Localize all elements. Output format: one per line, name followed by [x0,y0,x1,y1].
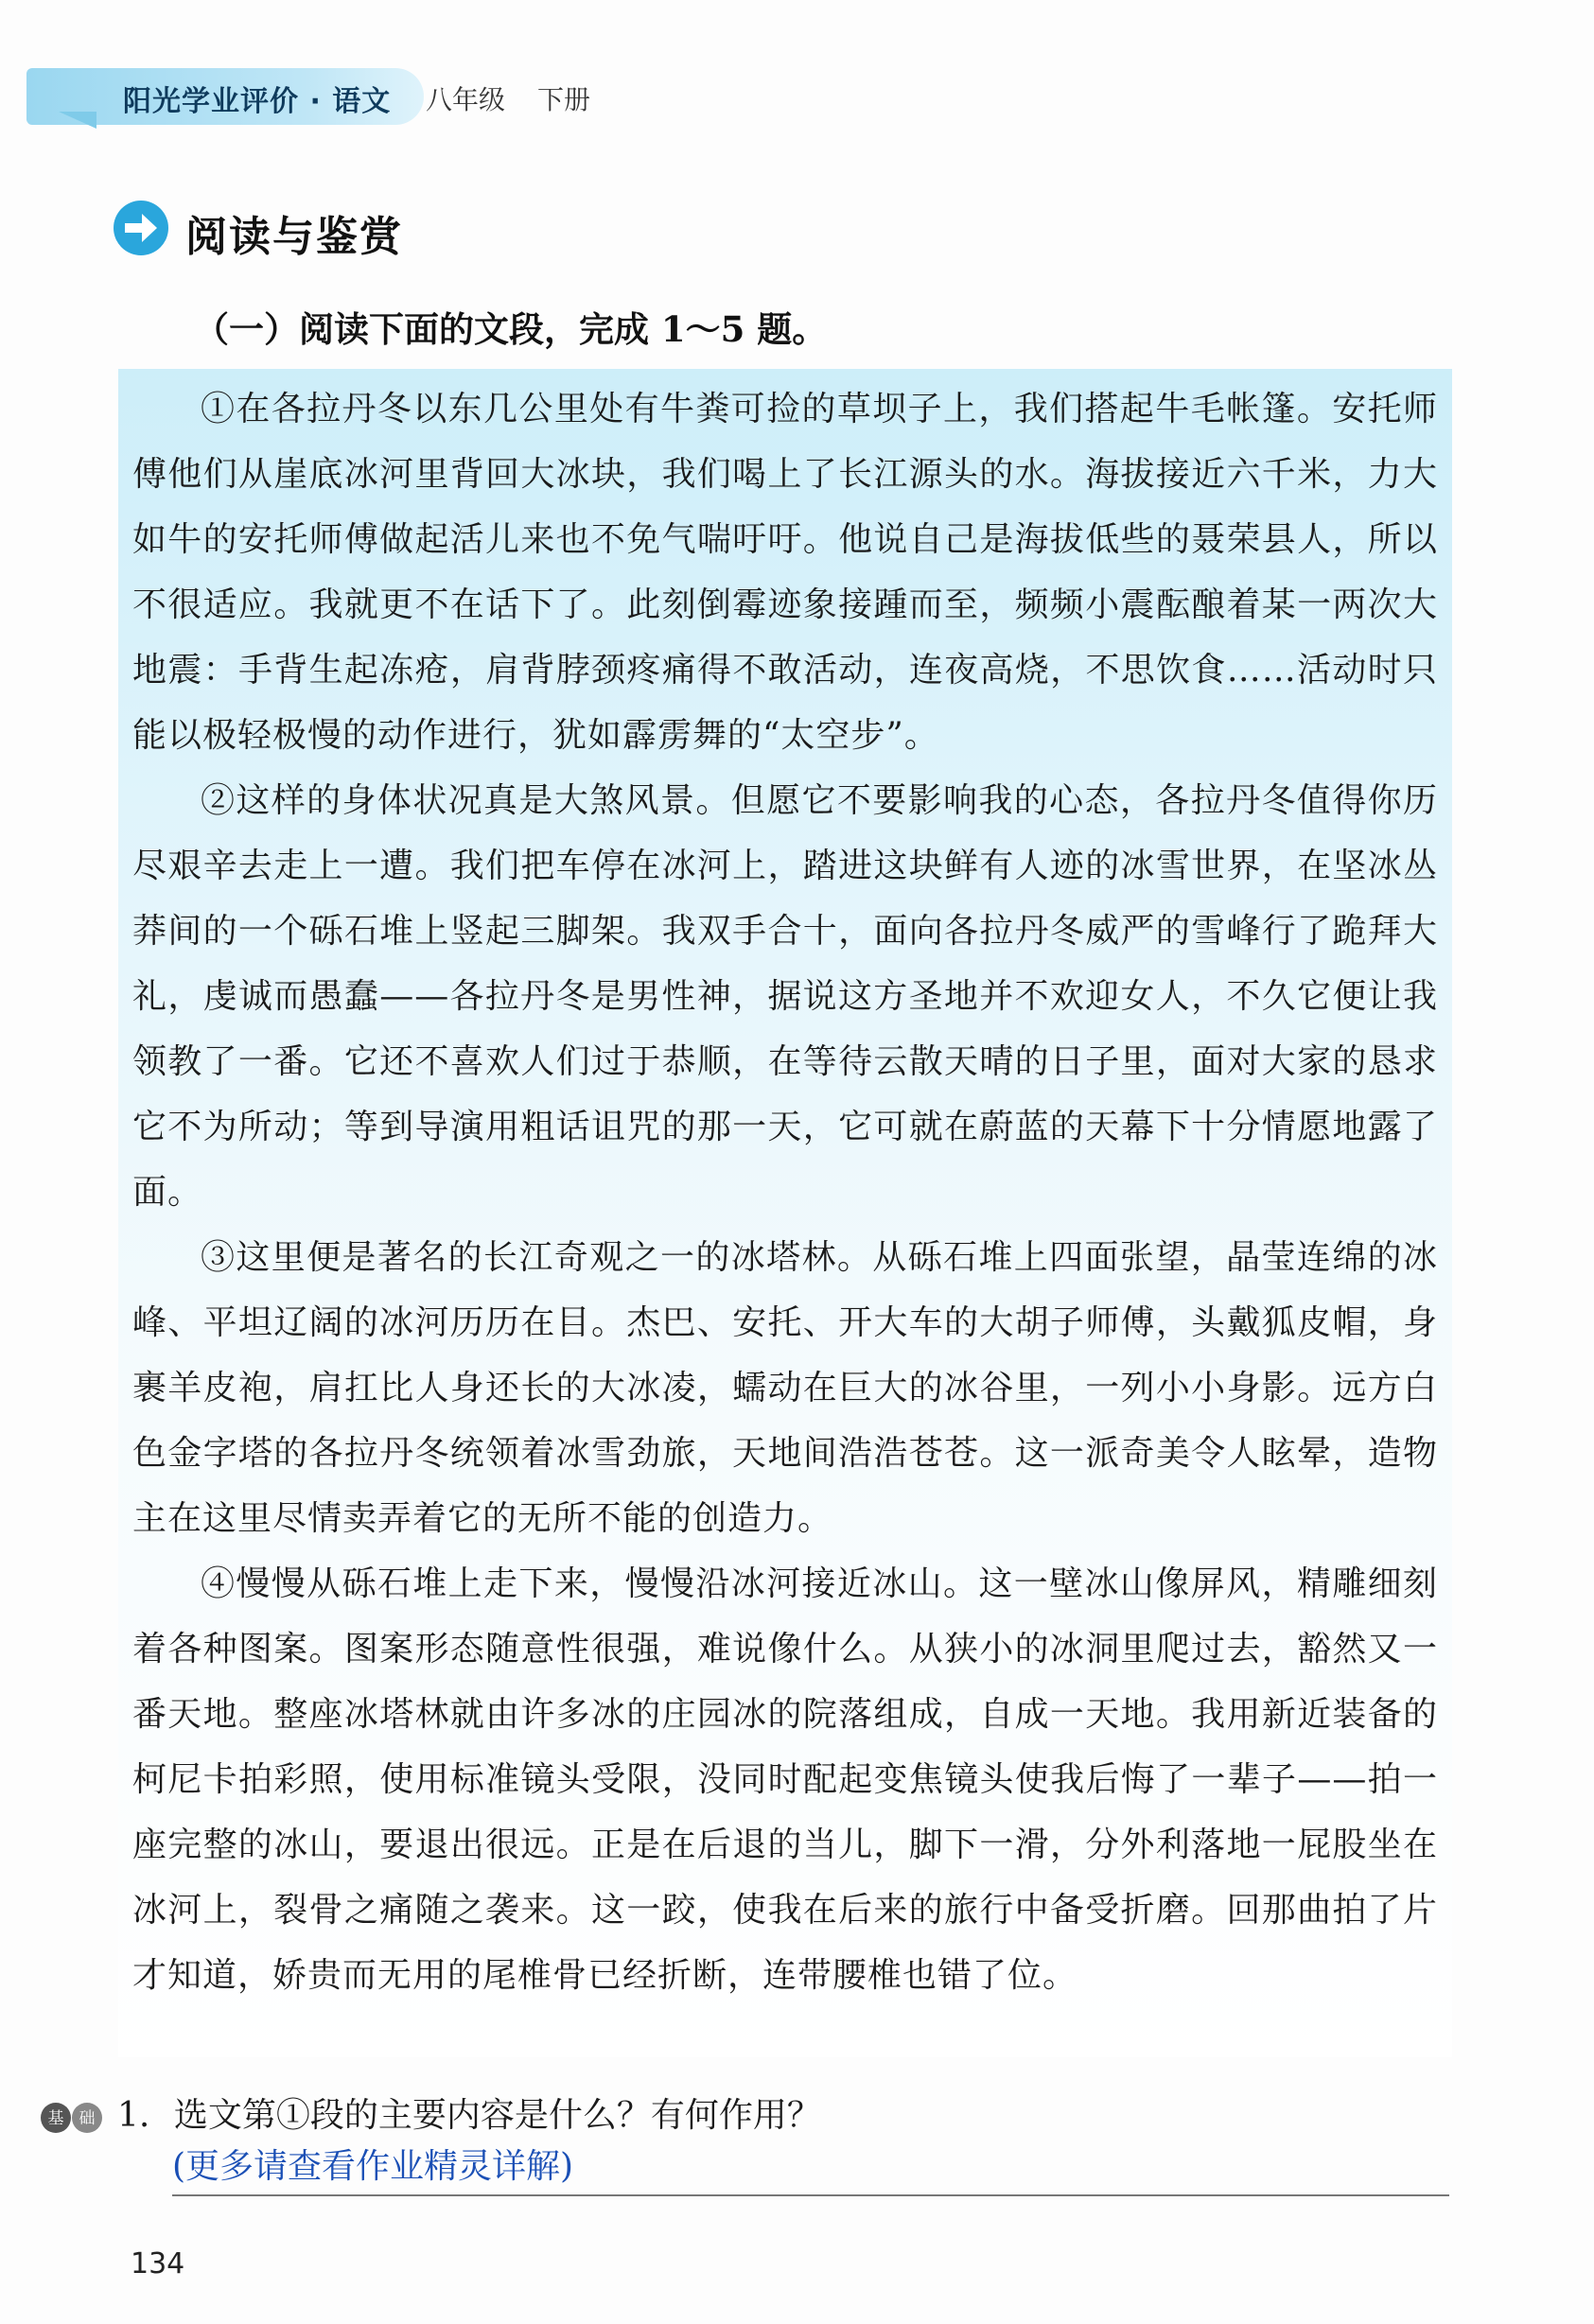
question-1 [117,2088,821,2137]
passage-paragraph-1: ①在各拉丹冬以东几公里处有牛粪可捡的草坝子上，我们搭起牛毛帐篷。安托师傅他们从崖底冰河里背回大冰块，我们喝上了长江源头的水。海拔接近六千米，力大如牛的安托师傅做起活儿来也不免气喘吁吁。他说自己是海拔低些的聂荣县人，所以不很适应。我就更不在话下了。此刻倒霉迹象接踵而至，频频小震酝酿着某一两次大地震：手背生起冻疮，肩背脖颈疼痛得不敢活动，连夜高烧，不思饮食……活动时只能以极轻极慢的动作进行，犹如霹雳舞的“太空步”。 [132,390,1438,755]
section-title: 阅读与鉴赏 [185,213,403,261]
volume-label: 下册 [537,84,591,115]
basic-level-badge-icon [40,2102,108,2134]
header-ribbon-tail [59,112,96,129]
passage-paragraph-2: ②这样的身体状况真是大煞风景。但愿它不要影响我的心态，各拉丹冬值得你历尽艰辛去走上一遭。我们把车停在冰河上，踏进这块鲜有人迹的冰雪世界，在坚冰丛莽间的一个砾石堆上竖起三脚架。我双手合十，面向各拉丹冬威严的雪峰行了跪拜大礼，虔诚而愚蠢——各拉丹冬是男性神，据说这方圣地并不欢迎女人，不久它便让我领教了一番。它还不喜欢人们过于恭顺，在等待云散天晴的日子里，面对大家的恳求它不为所动；等到导演用粗话诅咒的那一天，它可就在蔚蓝的天幕下十分情愿地露了面。 [132,781,1438,1212]
grade-label: 八年级 [426,84,506,115]
passage-paragraph-4: ④慢慢从砾石堆上走下来，慢慢沿冰河接近冰山。这一壁冰山像屏风，精雕细刻着各种图案。图案形态随意性很强，难说像什么。从狭小的冰洞里爬过去，豁然又一番天地。整座冰塔林就由许多冰的庄园冰的院落组成，自成一天地。我用新近装备的柯尼卡拍彩照，使用标准镜头受限，没同时配起变焦镜头使我后悔了一辈子——拍一座完整的冰山，要退出很远。正是在后退的当儿，脚下一滑，分外利落地一屁股坐在冰河上，裂骨之痛随之袭来。这一跤，使我在后来的旅行中备受折磨。回那曲拍了片才知道，娇贵而无用的尾椎骨已经折断，连带腰椎也错了位。 [132,1564,1438,1995]
subsection-title: （一）阅读下面的文段，完成 1～5 题。 [194,308,828,350]
page-number: 134 [131,2247,185,2280]
answer-line [172,2194,1449,2196]
question-number: 1. [117,2096,150,2135]
question-text: 选文第①段的主要内容是什么？有何作用？ [173,2096,821,2135]
arrow-right-icon [114,201,168,255]
passage-paragraph-3: ③这里便是著名的长江奇观之一的冰塔林。从砾石堆上四面张望，晶莹连绵的冰峰、平坦辽阔的冰河历历在目。杰巴、安托、开大车的大胡子师傅，头戴狐皮帽，身裹羊皮袍，肩扛比人身还长的大冰凌，蠕动在巨大的冰谷里，一列小小身影。远方白色金字塔的各拉丹冬统领着冰雪劲旅，天地间浩浩苍苍。这一派奇美令人眩晕，造物主在这里尽情卖弄着它的无所不能的创造力。 [132,1238,1438,1538]
book-title: 阳光学业评价 · 语文 [123,85,392,118]
answer-detail-link[interactable]: (更多请查看作业精灵详解) [172,2147,574,2186]
badge-char-2: 础 [79,2109,96,2128]
reading-passage [132,376,1438,2008]
badge-char-1: 基 [47,2109,64,2128]
